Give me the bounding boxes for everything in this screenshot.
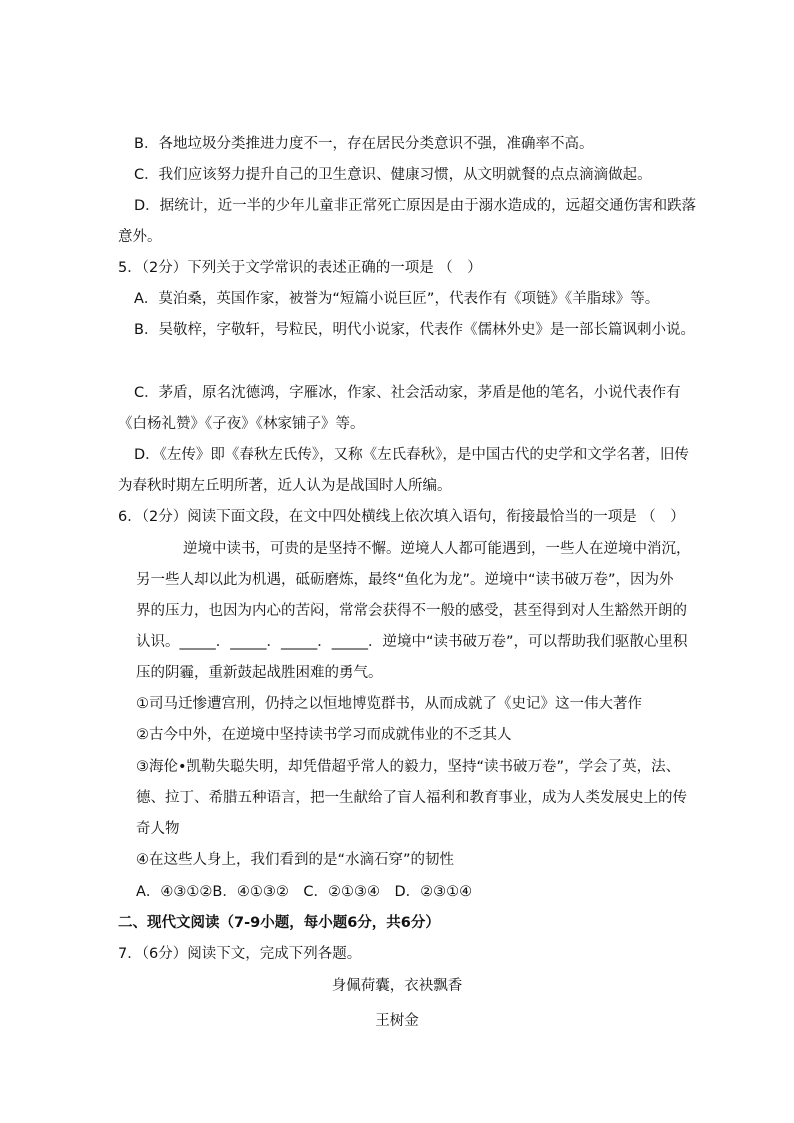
q6-passage-line: 界的压力，也因为内心的苦闷，常常会获得不一般的感受，甚至得到对人生豁然开朗的: [136, 603, 687, 619]
article-author: 王树金: [375, 1013, 419, 1029]
q6-stem: 6．（2分）阅读下面文段，在文中四处横线上依次填入语句，衔接最恰当的一项是 （ ）: [118, 509, 685, 525]
q6-item-4: ④在这些人身上，我们看到的是“水滴石穿”的韧性: [136, 852, 455, 868]
q6-item-3-line: 奇人物: [136, 821, 180, 837]
q5-option-a: A．莫泊桑，英国作家，被誉为“短篇小说巨匠”，代表作有《项链》《羊脂球》等。: [134, 291, 660, 307]
q5-option-b: B．吴敬梓，字敬轩，号粒民，明代小说家，代表作《儒林外史》是一部长篇讽刺小说。: [134, 322, 695, 338]
q6-passage-line: 压的阴霾，重新鼓起战胜困难的勇气。: [136, 665, 383, 681]
q4-option-c: C．我们应该努力提升自己的卫生意识、健康习惯，从文明就餐的点点滴滴做起。: [134, 167, 652, 183]
q5-option-d-line1: D．《左传》即《春秋左氏传》，又称《左氏春秋》，是中国古代的史学和文学名著，旧传: [134, 447, 689, 463]
q5-option-c-line1: C．茅盾，原名沈德鸿，字雁冰，作家、社会活动家，茅盾是他的笔名，小说代表作有: [134, 385, 681, 401]
q6-passage-line: 另一些人却以此为机遇，砥砺磨炼，最终“鱼化为龙”。逆境中“读书破万卷”，因为外: [136, 572, 674, 588]
q4-option-d-line1: D．据统计，近一半的少年儿童非正常死亡原因是由于溺水造成的，远超交通伤害和跌落: [134, 198, 697, 214]
q6-passage-line: 认识。_____．_____．_____．_____．逆境中“读书破万卷”，可以帮助我们驱散心里积: [136, 634, 688, 650]
q6-item-3-line: 德、拉丁、希腊五种语言，把一生献给了盲人福利和教育事业，成为人类发展史上的传: [136, 790, 687, 806]
q6-item-1: ①司马迁惨遭宫刑，仍持之以恒地博览群书，从而成就了《史记》这一伟大著作: [136, 696, 642, 712]
q6-item-3-line: ③海伦•凯勒失聪失明，却凭借超乎常人的毅力，坚持“读书破万卷”，学会了英，法、: [136, 759, 681, 775]
q4-option-b: B．各地垃圾分类推进力度不一，存在居民分类意识不强，准确率不高。: [134, 136, 594, 152]
q5-option-d-line2: 为春秋时期左丘明所著，近人认为是战国时人所编。: [118, 478, 452, 494]
q6-item-2: ②古今中外，在逆境中坚持读书学习而成就伟业的不乏其人: [136, 727, 512, 743]
section-heading: 二、现代文阅读（7-9小题，每小题6分，共6分）: [118, 915, 440, 931]
q7-stem: 7．（6分）阅读下文，完成下列各题。: [118, 946, 362, 962]
q6-passage-line: 逆境中读书，可贵的是坚持不懈。逆境人人都可能遇到，一些人在逆境中消沉，: [183, 541, 691, 557]
q4-option-d-line2: 意外。: [118, 229, 162, 245]
article-title: 身佩荷囊，衣袂飘香: [331, 978, 463, 994]
q5-stem: 5．（2分）下列关于文学常识的表述正确的一项是 （ ）: [118, 260, 482, 276]
q5-option-c-line2: 《白杨礼赞》《子夜》《林家铺子》等。: [118, 416, 365, 432]
q6-options: A．④③①②B．④①③② C．②①③④ D．②③①④: [136, 884, 473, 900]
